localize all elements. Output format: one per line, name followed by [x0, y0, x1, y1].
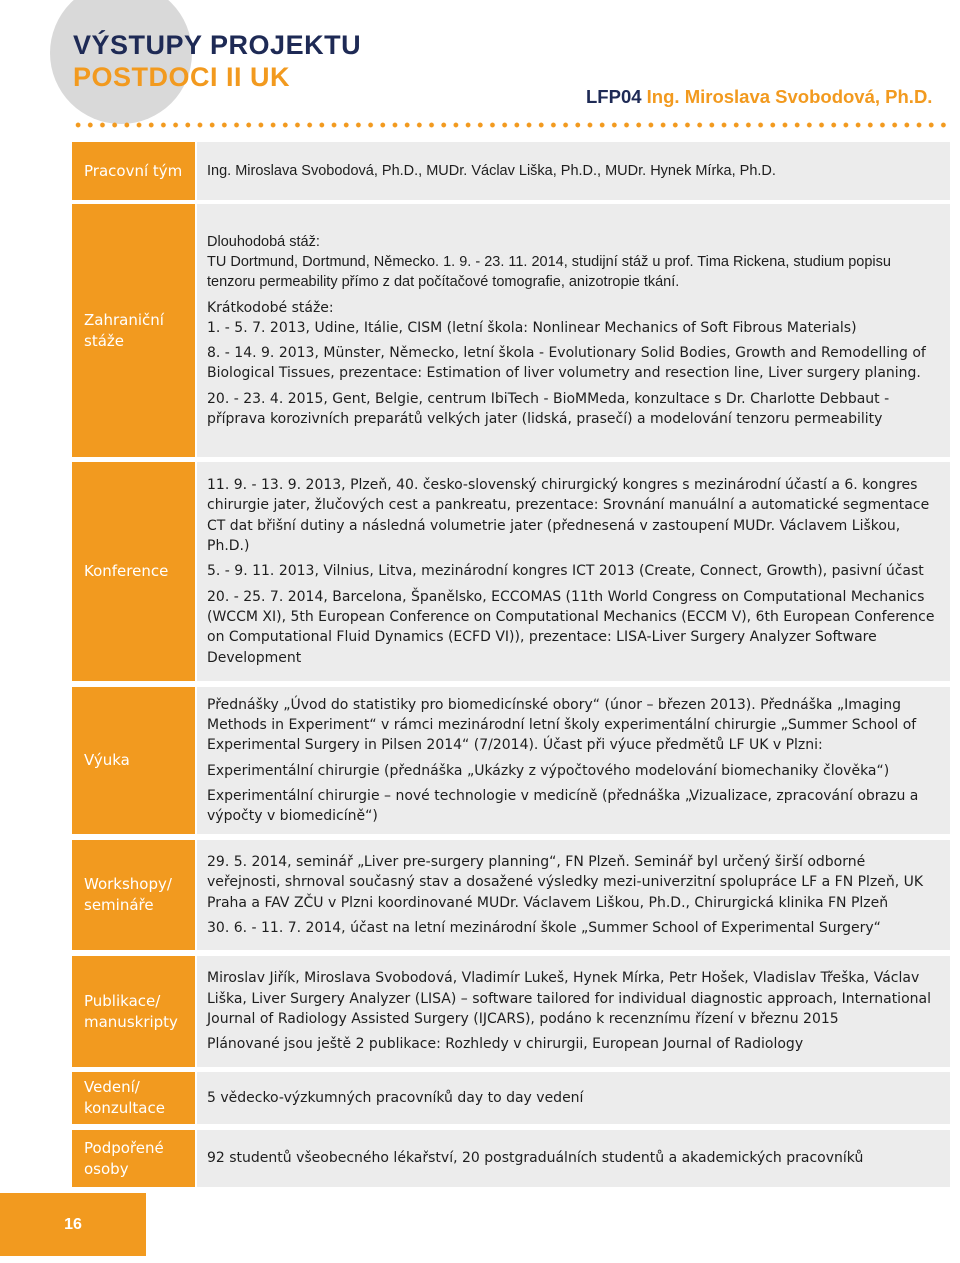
- section-supported: [72, 1130, 950, 1187]
- section-content-teaching: [197, 687, 950, 834]
- section-content-workshops: [197, 840, 950, 950]
- publication-item: Miroslav Jiřík, Miroslava Svobodová, Vladimír Lukeš, Hynek Mírka, Petr Hošek, Vladislav Třeška, Václav Liška, Liver Surgery Analyzer (LISA) – software tailored for individual diagnostic approach, International Journal of Radiology Assisted Surgery (IJCARS), podáno k recenznímu řízení v březnu 2015: [207, 970, 931, 1027]
- section-content-publications: [197, 956, 950, 1067]
- internship-line: Krátkodobé stáže:: [207, 299, 334, 316]
- internship-line: 8. - 14. 9. 2013, Münster, Německo, letní škola - Evolutionary Solid Bodies, Growth and Remodelling of Biological Tissues, prezentace: Estimation of liver volumetry and resection line, Liver surgery planing.: [207, 345, 926, 382]
- section-internships: [72, 204, 950, 457]
- title-line-2: POSTDOCI II UK: [73, 62, 291, 92]
- section-label-supported: Podpořené osoby: [72, 1130, 195, 1187]
- author-name: Ing. Miroslava Svobodová, Ph.D.: [646, 86, 933, 107]
- teaching-item: Experimentální chirurgie (přednáška „Ukázky z výpočtového modelování biomechaniky člověka“): [207, 762, 890, 779]
- publication-item: Plánované jsou ještě 2 publikace: Rozhledy v chirurgii, European Journal of Radiology: [207, 1036, 804, 1053]
- workshop-item: 30. 6. - 11. 7. 2014, účast na letní mezinárodní škole „Summer School of Experimental Surgery“: [207, 919, 881, 936]
- teaching-item: Přednášky „Úvod do statistiky pro biomedicínské obory“ (únor – březen 2013). Přednáška „Imaging Methods in Experiment“ v rámci mezinárodní letní školy experimentální chirurgie „Summer School of Experimental Surgery in Pilsen 2014“ (7/2014). Účast při výuce předmětů LF UK v Plzni:: [207, 696, 917, 754]
- section-team: [72, 142, 950, 200]
- conference-item: 20. - 25. 7. 2014, Barcelona, Španělsko, ECCOMAS (11th World Congress on Computational Mechanics (WCCM XI), 5th European Conference on Computational Mechanics (ECCM V), 6th European Conference on Computational Fluid Dynamics (ECFD VI)), prezentace: LISA-Liver Surgery Analyzer Software Development: [207, 588, 935, 666]
- section-content-supervision: [197, 1072, 950, 1124]
- workshop-item: 29. 5. 2014, seminář „Liver pre-surgery planning“, FN Plzeň. Seminář byl určený širší odborné veřejnosti, shrnoval současný stav a dosažené výsledky mezi-univerzitní spolupráce LF a FN Plzeň, UK Praha a FAV ZČU v Plzni koordinované MUDr. Václavem Liškou, Ph.D., Chirurgická klinika FN Plzeň: [207, 853, 924, 911]
- conference-item: 5. - 9. 11. 2013, Vilnius, Litva, mezinárodní kongres ICT 2013 (Create, Connect, Growth), pasivní účast: [207, 563, 924, 580]
- page-number: 16: [0, 1193, 146, 1256]
- section-supervision: [72, 1072, 950, 1124]
- section-label-conferences: Konference: [72, 462, 195, 681]
- section-publications: [72, 956, 950, 1067]
- author-code: LFP04: [586, 86, 642, 107]
- section-label-publications: Publikace/ manuskripty: [72, 956, 195, 1067]
- section-label-supervision: Vedení/ konzultace: [72, 1072, 195, 1124]
- section-content-conferences: [197, 462, 950, 681]
- section-label-internships: Zahraniční stáže: [72, 204, 195, 457]
- internship-line: 20. - 23. 4. 2015, Gent, Belgie, centrum IbiTech - BioMMeda, konzultace s Dr. Charlotte Debbaut - příprava korozivních preparátů velkých jater (lidská, prasečí) a modelování tenzoru permeability: [207, 390, 890, 428]
- section-conferences: [72, 462, 950, 681]
- dotted-divider: [72, 121, 950, 129]
- teaching-item: Experimentální chirurgie – nové technologie v medicíně (přednáška „Vizualizace, zpracování obrazu a výpočty v biomedicíně“): [207, 787, 919, 825]
- section-content-supported: [197, 1130, 950, 1187]
- section-content-internships: [197, 204, 950, 457]
- internship-line: Dlouhodobá stáž:: [207, 233, 320, 250]
- section-workshops: [72, 840, 950, 950]
- conference-item: 11. 9. - 13. 9. 2013, Plzeň, 40. česko-slovenský chirurgický kongres s mezinárodní účastí a 6. kongres chirurgie jater, žlučových cest a pankreatu, prezentace: Srovnání manuální a automatické segmentace CT dat břišní dutiny a následná volumetrie jater (přednesená v zastoupení MUDr. Václavem Liškou, Ph.D.): [207, 477, 930, 555]
- section-label-workshops: Workshopy/ semináře: [72, 840, 195, 950]
- internship-line: TU Dortmund, Dortmund, Německo. 1. 9. - 23. 11. 2014, studijní stáž u prof. Tima Rickena, studium popisu tenzoru permeability přímo z dat počítačové tomografie, anizotropie tkání.: [207, 253, 891, 291]
- supervision-item: 5 vědecko-výzkumných pracovníků day to day vedení: [207, 1089, 584, 1106]
- author-heading: [586, 86, 932, 108]
- team-members: Ing. Miroslava Svobodová, Ph.D., MUDr. Václav Liška, Ph.D., MUDr. Hynek Mírka, Ph.D.: [207, 162, 776, 179]
- section-teaching: [72, 687, 950, 834]
- section-content-team: [197, 142, 950, 200]
- title-line-1: VÝSTUPY PROJEKTU: [73, 30, 362, 60]
- internship-line: 1. - 5. 7. 2013, Udine, Itálie, CISM (letní škola: Nonlinear Mechanics of Soft Fibrous Materials): [207, 319, 857, 336]
- section-label-team: Pracovní tým: [72, 142, 195, 200]
- section-label-teaching: Výuka: [72, 687, 195, 834]
- supported-item: 92 studentů všeobecného lékařství, 20 postgraduálních studentů a akademických pracovníků: [207, 1150, 864, 1167]
